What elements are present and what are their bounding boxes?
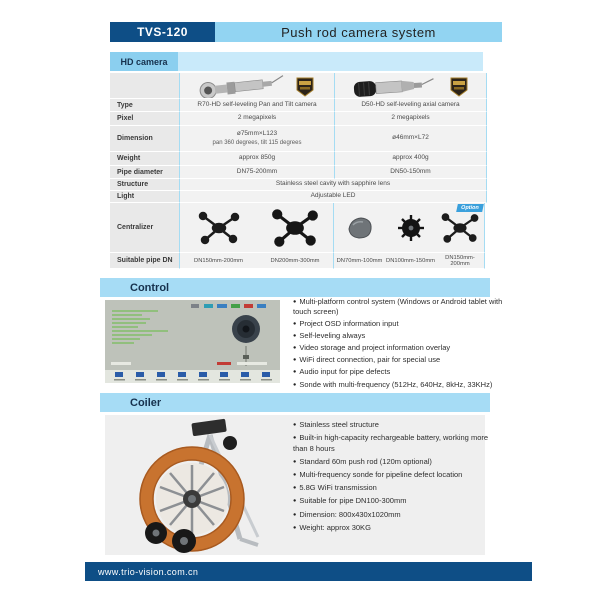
- coiler-bullet: ● Standard 60m push rod (120m optional): [293, 457, 495, 468]
- table-row-weight: [110, 152, 487, 166]
- row-label: Dimension: [110, 126, 180, 152]
- weight-value-pan-tilt: approx 850g: [180, 152, 335, 166]
- table-row-pipe-diameter: [110, 166, 487, 179]
- centralizer-skid-image-3: [436, 203, 485, 253]
- centralizer-skid-image-2: [257, 203, 334, 253]
- skid-centralizer-icon: [440, 211, 480, 245]
- coiler-bullet: ● Multi-frequency sonde for pipeline defect location: [293, 470, 495, 481]
- weight-value-axial: approx 400g: [335, 152, 487, 166]
- pan-tilt-camera-image: [192, 74, 322, 98]
- dn-value-2: DN200mm-300mm: [257, 253, 334, 269]
- pixel-value-pan-tilt: 2 megapixels: [180, 112, 335, 126]
- control-bullet: ● Project OSD information input: [293, 319, 511, 329]
- model-badge: TVS-120: [110, 22, 215, 42]
- control-bullet: ● Multi-platform control system (Windows or Android tablet with touch screen): [293, 297, 511, 317]
- control-bullet: ● Self-leveling always: [293, 331, 511, 341]
- coiler-bullet: ● Weight: approx 30KG: [293, 523, 495, 534]
- section-header-control: Control: [100, 278, 490, 297]
- table-row-type: [110, 99, 487, 112]
- camera-photo-axial: [335, 73, 487, 99]
- dimension-value-axial: [335, 126, 487, 152]
- pixel-value-axial: 2 megapixels: [335, 112, 487, 126]
- row-label: Pixel: [110, 112, 180, 126]
- coiler-bullet: ● Built-in high-capacity rechargeable battery, working more than 8 hours: [293, 433, 495, 454]
- light-value: Adjustable LED: [180, 191, 487, 203]
- coiler-bullet: ● Suitable for pipe DN100-300mm: [293, 496, 495, 507]
- table-row-pixel: [110, 112, 487, 126]
- coiler-bullet: ● Stainless steel structure: [293, 420, 495, 431]
- option-badge: Option: [456, 204, 483, 212]
- spiked-wheel-icon: [394, 212, 428, 244]
- control-bullet: ● WiFi direct connection, pair for special use: [293, 355, 511, 365]
- skid-centralizer-icon: [197, 210, 241, 246]
- skid-centralizer-icon: [272, 209, 318, 247]
- control-screen-image: [105, 300, 280, 383]
- table-row-suitable-pipe-dn: [110, 253, 487, 269]
- table-row-images: [110, 73, 487, 99]
- dn-value-5: DN150mm-200mm: [436, 253, 485, 269]
- table-row-structure: [110, 179, 487, 191]
- dimension-line1: ø46mm×L72: [392, 134, 429, 142]
- centralizer-spiked-wheel-image: [385, 203, 436, 253]
- row-label: Structure: [110, 179, 180, 191]
- section-header-hd-camera: HD camera: [110, 52, 178, 71]
- pipe-diameter-value-pan-tilt: DN75-200mm: [180, 166, 335, 179]
- row-label: Pipe diameter: [110, 166, 180, 179]
- footer-url[interactable]: www.trio-vision.com.cn: [98, 566, 199, 577]
- control-bullet: ● Audio input for pipe defects: [293, 367, 511, 377]
- dn-value-4: DN100mm-150mm: [385, 253, 436, 269]
- control-feature-list: [293, 297, 511, 392]
- dimension-value-pan-tilt: [180, 126, 335, 152]
- centralizer-rubber-guide-image: [334, 203, 385, 253]
- control-bullet: ● Video storage and project information overlay: [293, 343, 511, 353]
- section-header-hd-camera-bar: [178, 52, 483, 71]
- type-value-axial: D50-HD self-leveling axial camera: [335, 99, 487, 112]
- spec-table: [110, 73, 487, 269]
- coiler-feature-list: [293, 420, 495, 536]
- hd-badge-icon: [451, 78, 467, 96]
- type-value-pan-tilt: R70-HD self-leveling Pan and Tilt camera: [180, 99, 335, 112]
- table-row-light: [110, 191, 487, 203]
- axial-camera-image: [346, 74, 476, 98]
- camera-photo-pan-tilt: [180, 73, 335, 99]
- footer-bar: [85, 562, 532, 581]
- coiler-bullet: ● 5.8G WiFi transmission: [293, 483, 495, 494]
- rubber-guide-icon: [343, 213, 377, 243]
- structure-value: Stainless steel cavity with sapphire lens: [180, 179, 487, 191]
- control-ui-screenshot: [105, 300, 280, 383]
- dimension-line2: pan 360 degrees, tilt 115 degrees: [212, 139, 302, 146]
- control-bullet: ● Sonde with multi-frequency (512Hz, 640Hz, 8kHz, 33KHz): [293, 380, 511, 390]
- row-label: Centralizer: [110, 203, 180, 253]
- section-header-coiler: Coiler: [100, 393, 490, 412]
- coiler-bullet: ● Dimension: 800x430x1020mm: [293, 510, 495, 521]
- row-label: Weight: [110, 152, 180, 166]
- hd-badge-icon: [297, 78, 313, 96]
- table-row-centralizer: [110, 203, 487, 253]
- row-label: Light: [110, 191, 180, 203]
- dn-value-1: DN150mm-200mm: [180, 253, 257, 269]
- centralizer-skid-image-1: [180, 203, 257, 253]
- row-label-empty: [110, 73, 180, 99]
- coiler-reel-illustration: [118, 417, 286, 554]
- dn-value-3: DN70mm-100mm: [334, 253, 385, 269]
- coiler-image: [118, 417, 286, 554]
- table-row-dimension: [110, 126, 487, 152]
- row-label: Suitable pipe DN: [110, 253, 180, 269]
- pipe-diameter-value-axial: DN50-150mm: [335, 166, 487, 179]
- dimension-line1: ø75mm×L123: [236, 130, 278, 138]
- row-label: Type: [110, 99, 180, 112]
- page-title: Push rod camera system: [215, 22, 502, 42]
